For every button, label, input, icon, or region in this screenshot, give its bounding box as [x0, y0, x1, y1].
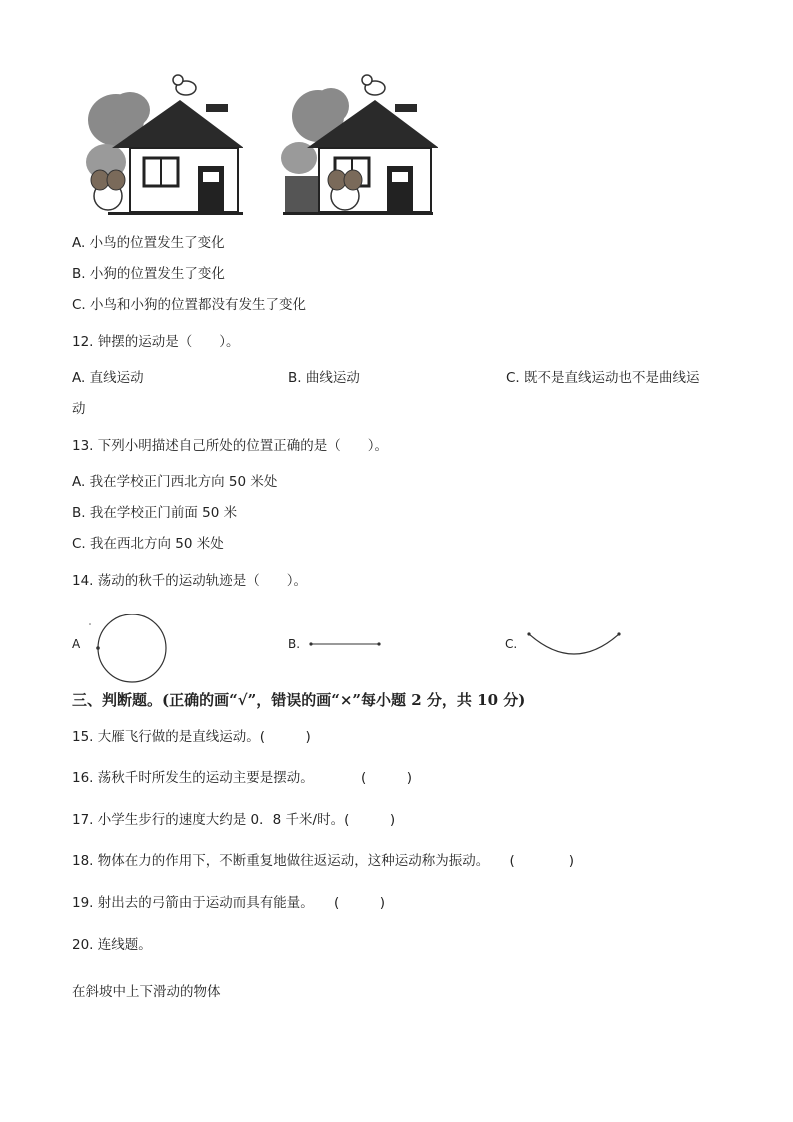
q11-option-c: C. 小鸟和小狗的位置都没有发生了变化 [72, 297, 307, 313]
q12-option-c-wrap: 动 [72, 401, 86, 417]
arc-trajectory-figure [526, 630, 622, 660]
straight-line-trajectory-figure [308, 636, 382, 652]
q16-statement: 16. 荡秋千时所发生的运动主要是摆动。 ( ) [72, 770, 413, 786]
q13-option-a: A. 我在学校正门西北方向 50 米处 [72, 474, 278, 490]
q15-statement: 15. 大雁飞行做的是直线运动。( ) [72, 729, 311, 745]
section-3-heading: 三、判断题。(正确的画“√”，错误的画“×”每小题 2 分，共 10 分) [72, 691, 526, 709]
q19-statement: 19. 射出去的弓箭由于运动而具有能量。 ( ) [72, 895, 386, 911]
q13-question: 13. 下列小明描述自己所处的位置正确的是（ ）。 [72, 438, 389, 454]
q13-option-c: C. 我在西北方向 50 米处 [72, 536, 224, 552]
house-with-bird-and-dog-picture-2 [273, 72, 438, 220]
q13-option-b: B. 我在学校正门前面 50 米 [72, 505, 238, 521]
q12-question: 12. 钟摆的运动是（ ）。 [72, 334, 240, 350]
q17-statement: 17. 小学生步行的速度大约是 0．8 千米/时。( ) [72, 812, 396, 828]
q14-option-c-label: C. [505, 637, 518, 651]
house-with-bird-and-dog-picture-1 [78, 72, 243, 220]
circle-trajectory-figure [84, 614, 174, 686]
q20-item-1: 在斜坡中上下滑动的物体 [72, 984, 221, 1000]
q14-question: 14. 荡动的秋千的运动轨迹是（ ）。 [72, 573, 308, 589]
q11-option-b: B. 小狗的位置发生了变化 [72, 266, 225, 282]
q20-question: 20. 连线题。 [72, 937, 152, 953]
q12-option-c: C. 既不是直线运动也不是曲线运 [506, 370, 700, 386]
q11-option-a: A. 小鸟的位置发生了变化 [72, 235, 225, 251]
q14-option-a-label: A [72, 637, 81, 651]
q12-option-a: A. 直线运动 [72, 370, 144, 386]
q12-option-b: B. 曲线运动 [288, 370, 360, 386]
q14-option-b-label: B. [288, 637, 301, 651]
q18-statement: 18. 物体在力的作用下，不断重复地做往返运动，这种运动称为振动。 ( ) [72, 853, 575, 869]
